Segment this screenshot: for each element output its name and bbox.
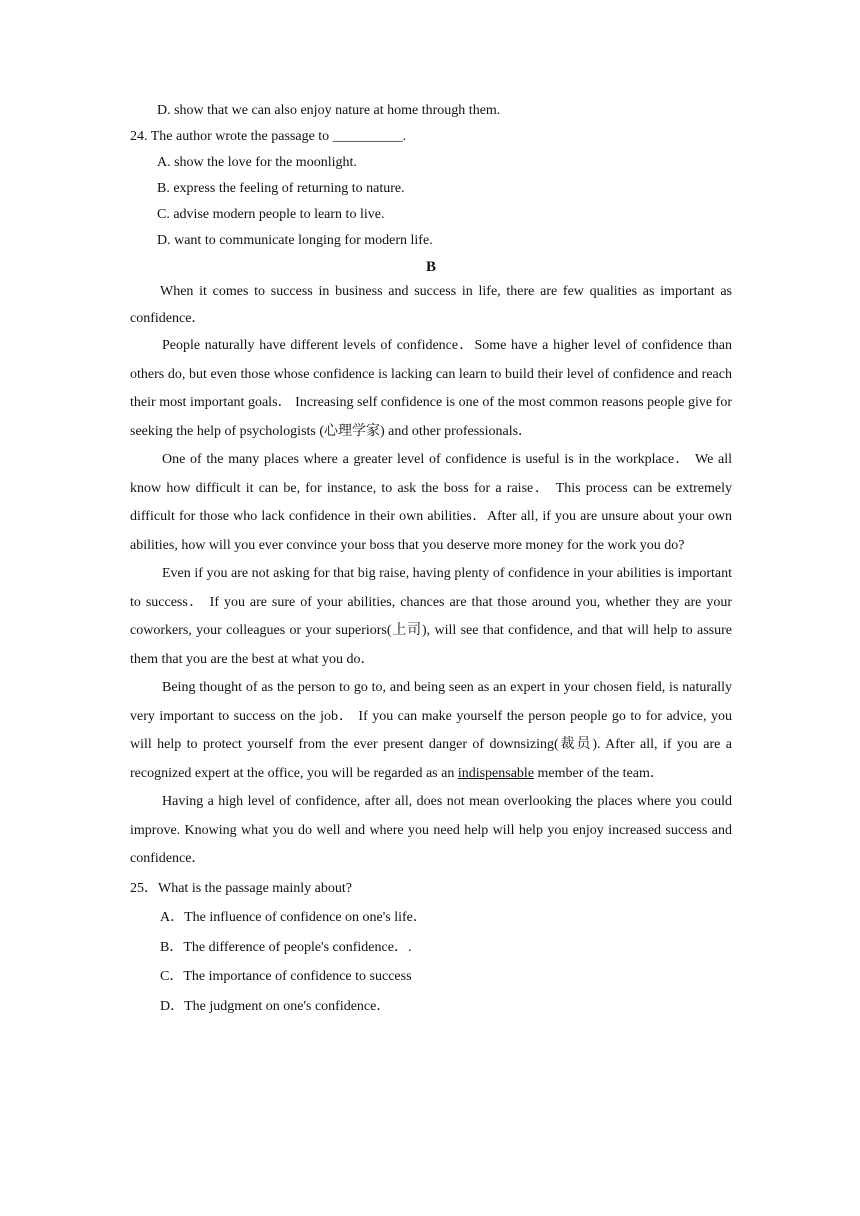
q23-option-d: D. show that we can also enjoy nature at home through them.: [157, 103, 501, 118]
q24-option-a: A. show the love for the moonlight.: [157, 155, 357, 170]
q25-stem: 25．What is the passage mainly about?: [130, 880, 352, 896]
section-b-title: B: [425, 259, 436, 275]
passage-paragraph-2: People naturally have different levels of confidence．Some have a higher level of confidence than others do, but even those whose confidence is lacking can learn to build their level of confidence and reach their most important goals． Increasing self confidence is one of the most common reasons people give for seeking the help of psychologists (心理学家) and other professionals．: [130, 338, 732, 439]
q24-option-d: D. want to communicate longing for modern life.: [157, 233, 433, 248]
q24-option-c: C. advise modern people to learn to live.: [157, 207, 385, 222]
document-page: [130, 98, 732, 1021]
question-25: [130, 874, 732, 1022]
q24-option-b: B. express the feeling of returning to nature.: [157, 181, 405, 196]
q24-stem: 24. The author wrote the passage to __________.: [130, 129, 407, 144]
underlined-word-indispensable: indispensable: [457, 765, 535, 781]
passage-paragraph-4: Even if you are not asking for that big raise, having plenty of confidence in your abilities is important to success． If you are sure of your abilities, chances are that those around you, whether they are your coworkers, your colleagues or your superiors(上司), will see that confidence, and that will help to assure them that you are the best at what you do．: [130, 566, 732, 667]
q25-option-b: B．The difference of people's confidence．.: [160, 939, 412, 955]
passage-paragraph-1: When it comes to success in business and success in life, there are few qualities as important as confidence．: [130, 284, 732, 326]
q25-option-d: D．The judgment on one's confidence．: [160, 998, 391, 1014]
paragraph-5-text-start: Being thought of as the person to go to, and being seen as an expert in your chosen field, is naturally very important to success on the job． If you can make yourself the person people go to for advice, you will help to protect yourself from the ever present danger of downsizing(裁员). After all, if you are a recognized expert at the office, you will be regarded as an: [130, 680, 732, 781]
passage-paragraph-6: Having a high level of confidence, after all, does not mean overlooking the places where you could improve. Knowing what you do well and where you need help will help you enjoy increased success and confidence．: [130, 794, 732, 866]
passage-paragraph-5: [130, 674, 732, 788]
q25-option-c: C．The importance of confidence to success: [160, 969, 412, 984]
q25-option-a: A．The influence of confidence on one's life．: [160, 910, 427, 925]
passage-paragraph-3: One of the many places where a greater level of confidence is useful is in the workplace． We all know how difficult it can be, for instance, to ask the boss for a raise． This process can be extremely difficult for those who lack confidence in their own abilities．After all, if you are unsure about your own abilities, how will you ever convince your boss that you deserve more money for the work you do?: [130, 452, 732, 553]
paragraph-5-text-end: member of the team．: [534, 765, 664, 781]
